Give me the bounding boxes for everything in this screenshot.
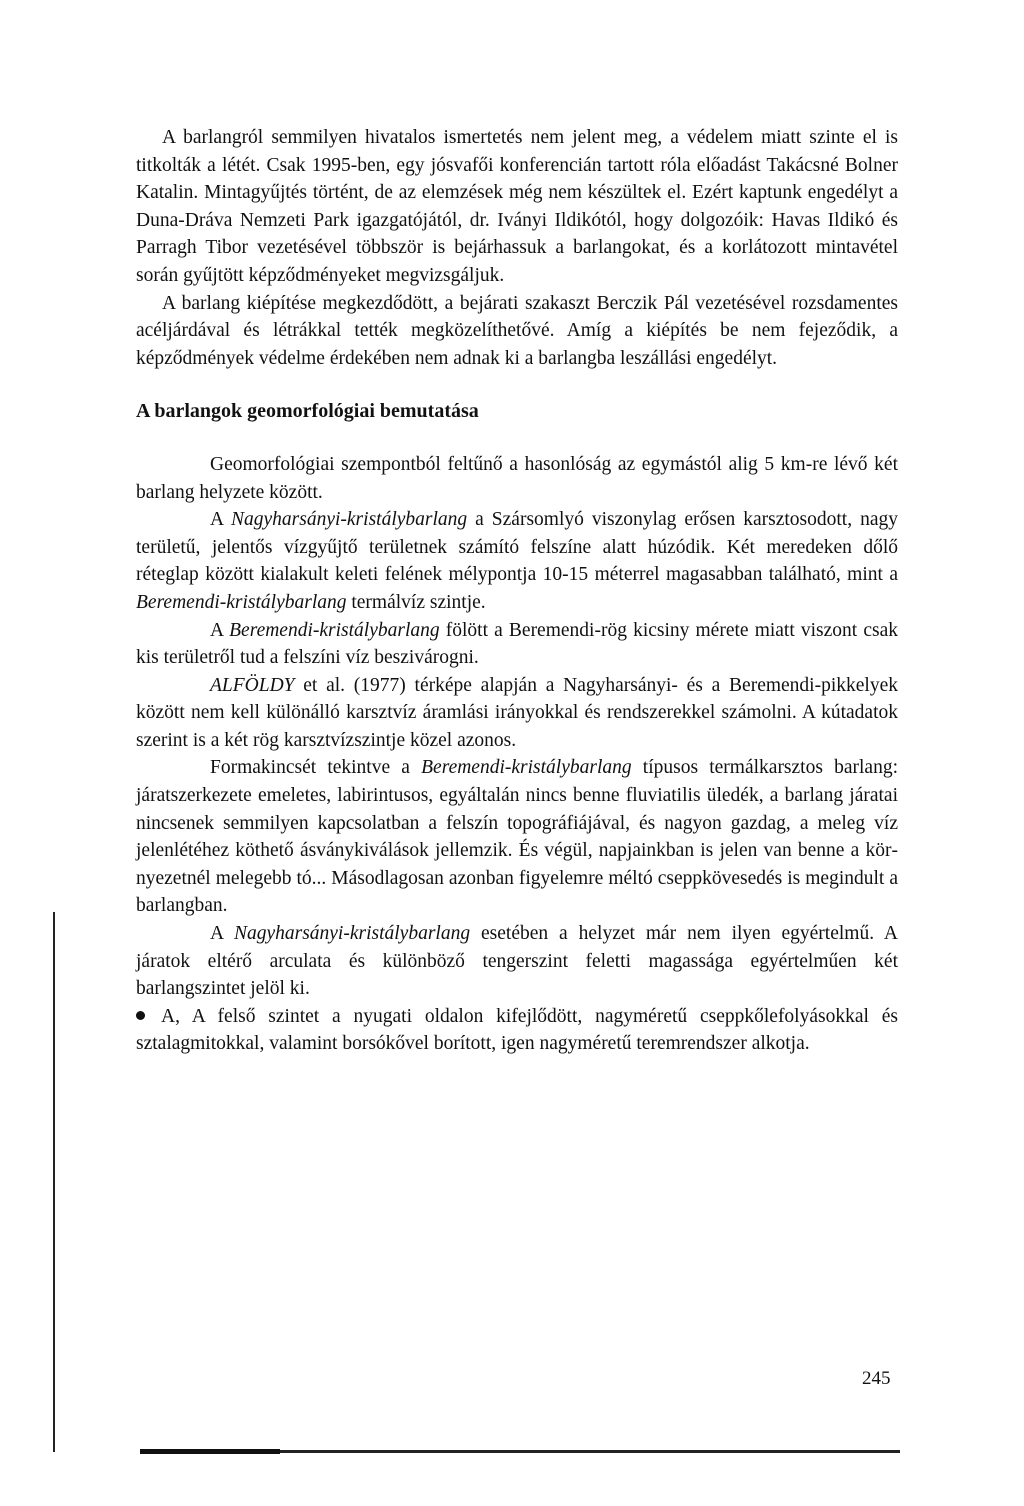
italic-cave-name: Beremendi-kristálybarlang [421, 757, 632, 779]
text-run: A [210, 923, 234, 945]
text-run: a Szársomlyó viszonylag erősen karsztosodott, nagy területű, jelentős vízgyűjtő területnek számító felszíne alatt húzódik. Két meredeken dőlő réteglap között kialakult keleti felének mélypontja 10-15 méterrel magasabban található, mint a [136, 509, 898, 586]
intro-paragraph-1: A barlangról semmilyen hivatalos ismertetés nem jelent meg, a védelem miatt szinte el is titkolták a létét. Csak 1995-ben, egy jósvafői konferencián tartott róla előadást Takácsné Bolner Katalin. Mintagyűjtés történt, de az elemzések még nem készültek el. Ezért kaptunk engedélyt a Duna-Dráva Nemzeti Park igazgatójától, dr. Iványi Ildikótól, hogy dolgozóik: Havas Ildikó és Parragh Tibor vezetésével többször is bejárhassuk a barlangokat, és a korlátozott mintavétel során gyűjtött képződményeket megvizsgáljuk. [136, 127, 898, 286]
document-body [136, 124, 898, 1058]
scan-bottom-line-thick [140, 1449, 280, 1454]
scan-margin-line [53, 912, 55, 1452]
italic-cave-name: Nagyharsányi-kristálybarlang [231, 509, 468, 531]
section-paragraph-4 [136, 672, 898, 755]
bullet-text: A, A felső szintet a nyugati oldalon kifejlődött, nagyméretű cseppkőlefolyásokkal és sztalagmitokkal, valamint borsókővel borított, igen nagyméretű teremrendszer alkotja. [136, 1005, 898, 1055]
text-run: Formakincsét tekintve a [210, 757, 422, 779]
text-run: A [210, 619, 230, 641]
page-number: 245 [862, 1368, 891, 1389]
text-run: fölött a Beremendi-rög kicsiny mérete miatt viszont csak kis területről tud a felszíni víz beszivárogni. [136, 619, 898, 669]
section-paragraph-2 [136, 506, 898, 616]
section-paragraph-6 [136, 920, 898, 1003]
text-run: típusos termálkarsztos barlang: járatszerkezete emeletes, labirintusos, egyáltalán nincs benne fluviatilis üledék, a barlang járatai nincsenek semmilyen kapcsolatban a felszín topográfiájával, és nagyon gazdag, a meleg víz jelenlétéhez köthető ásványkiválások jellemzik. És végül, napjainkban is jelen van benne a környezetnél melegebb tó... Másodlagosan azonban figyelemre méltó cseppkövesedés is megindult a barlangban. [136, 757, 898, 917]
section-heading: A barlangok geomorfológiai bemutatása [136, 400, 479, 423]
section-paragraph-3 [136, 617, 898, 672]
section-paragraph-1: Geomorfológiai szempontból feltűnő a hasonlóság az egymástól alig 5 km-re lévő két barlang helyzete között. [136, 453, 898, 503]
text-run: esetében a helyzet már nem ilyen egyértelmű. A járatok eltérő arculata és különböző tengerszint feletti magassága egyértelműen két barlangszintet jelöl ki. [136, 923, 898, 1000]
italic-cave-name: Nagyharsányi-kristálybarlang [233, 923, 471, 945]
bullet-dot-icon [136, 1011, 145, 1020]
text-run: et al. (1977) térképe alapján a Nagyharsányi- és a Beremendi-pikkelyek között nem kell különálló karsztvíz áramlási irányokkal és rendszerekkel számolni. A kútadatok szerint is a két rög karsztvízszintje közel azonos. [136, 674, 898, 751]
text-run: A [210, 509, 231, 531]
italic-cave-name: Beremendi-kristálybarlang [136, 591, 347, 613]
text-run: termálvíz szintje. [346, 591, 486, 613]
italic-cave-name: Beremendi-kristálybarlang [229, 619, 440, 641]
section-paragraph-5 [136, 754, 898, 920]
italic-author-name: ALFÖLDY [210, 674, 295, 696]
bullet-item [136, 1003, 898, 1058]
intro-paragraph-2: A barlang kiépítése megkezdődött, a bejárati szakaszt Berczik Pál vezetésével rozsdamentes acéljárdával és létrákkal tették megközelíthetővé. Amíg a kiépítés be nem fejeződik, a képződmények védelme érdekében nem adnak ki a barlangba leszállási engedélyt. [136, 292, 898, 369]
